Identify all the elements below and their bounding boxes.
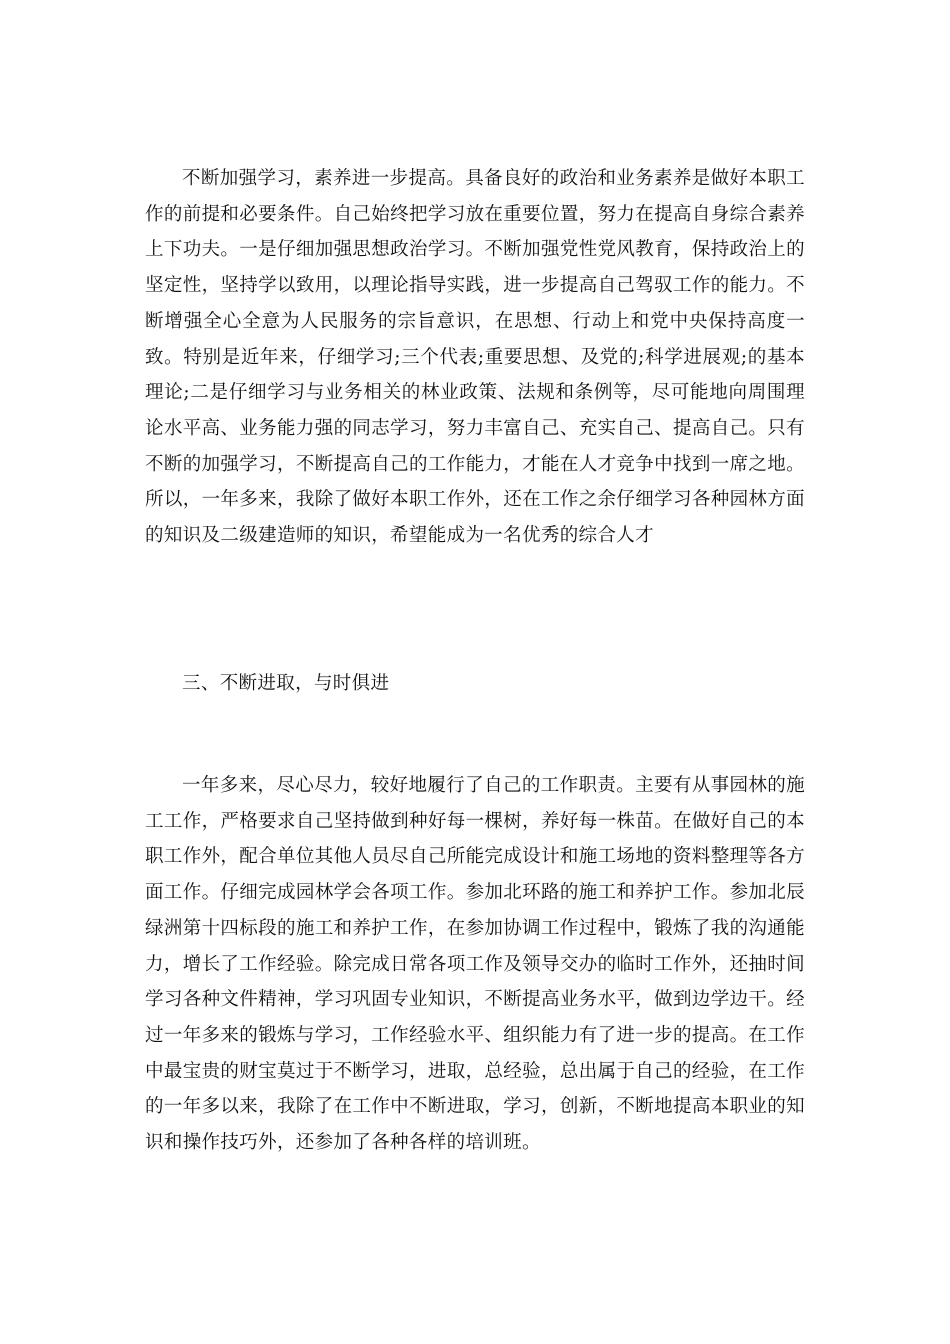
section-heading: 三、不断进取，与时俱进 (182, 673, 390, 694)
paragraph-progress: 一年多来，尽心尽力，较好地履行了自己的工作职责。主要有从事园林的施工工作，严格要求自己坚持做到种好每一棵树，养好每一株苗。在做好自己的本职工作外，配合单位其他人员尽自己所能完成设计和施工场地的资料整理等各方面工作。仔细完成园林学会各项工作。参加北环路的施工和养护工作。参加北辰绿洲第十四标段的施工和养护工作，在参加协调工作过程中，锻炼了我的沟通能力，增长了工作经验。除完成日常各项工作及领导交办的临时工作外，还抽时间学习各种文件精神，学习巩固专业知识，不断提高业务水平，做到边学边干。经过一年多来的锻炼与学习，工作经验水平、组织能力有了进一步的提高。在工作中最宝贵的财宝莫过于不断学习，进取，总经验，总出属于自己的经验，在工作的一年多以来，我除了在工作中不断进取，学习，创新，不断地提高本职业的知识和操作技巧外，还参加了各种各样的培训班。 (145, 775, 805, 1154)
paragraph-study: 不断加强学习，素养进一步提高。具备良好的政治和业务素养是做好本职工作的前提和必要条件。自己始终把学习放在重要位置，努力在提高自身综合素养上下功夫。一是仔细加强思想政治学习。不断加强党性党风教育，保持政治上的坚定性，坚持学以致用，以理论指导实践，进一步提高自己驾驭工作的能力。不断增强全心全意为人民服务的宗旨意识，在思想、行动上和党中央保持高度一致。特别是近年来，仔细学习;三个代表;重要思想、及党的;科学进展观;的基本理论;二是仔细学习与业务相关的林业政策、法规和条例等，尽可能地向周围理论水平高、业务能力强的同志学习，努力丰富自己、充实自己、提高自己。只有不断的加强学习，不断提高自己的工作能力，才能在人才竞争中找到一席之地。所以，一年多来，我除了做好本职工作外，还在工作之余仔细学习各种园林方面的知识及二级建造师的知识，希望能成为一名优秀的综合人才 (145, 168, 805, 547)
